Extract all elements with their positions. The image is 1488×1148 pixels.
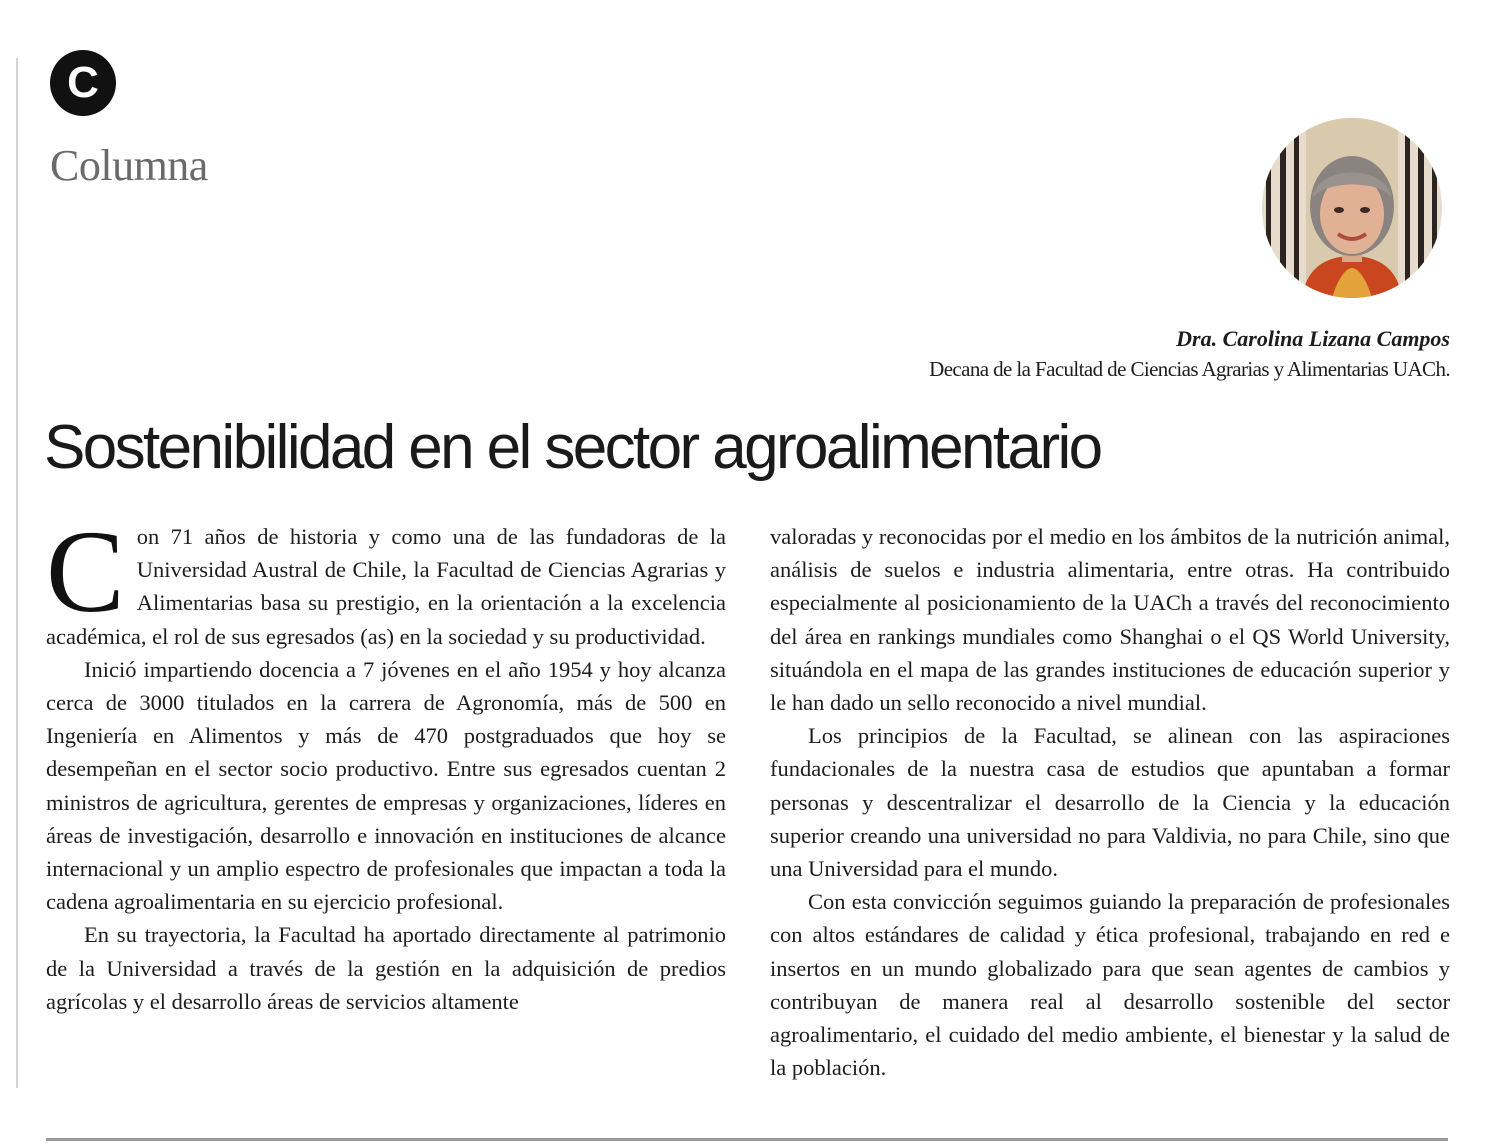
column-right xyxy=(770,520,1450,1120)
paragraph-3-continued: valoradas y reconocidas por el medio en los ámbitos de la nutrición animal, análisis de suelos e industria alimentaria, entre otras. Ha contribuido especialmente al posicionamiento de la UACh a través del reconocimiento del área en rankings mundiales como Shanghai o el QS World University, situándola en el mapa de las grandes instituciones de educación superior y le han dado un sello reconocido a nivel mundial. xyxy=(770,524,1450,716)
paragraph-4: Los principios de la Facultad, se alinean con las aspiraciones fundacionales de la nuestra casa de estudios que apuntaban a formar personas y descentralizar el desarrollo de la Ciencia y la educación superior creando una universidad no para Valdivia, no para Chile, sino que una Universidad para el mundo. xyxy=(770,723,1450,882)
left-margin-rule xyxy=(16,58,18,1088)
paragraph-1-text: on 71 años de historia y como una de las fundadoras de la Universidad Austral de Chile, la Facultad de Ciencias Agrarias y Alimentarias basa su prestigio, en la orientación a la excelencia académica, el rol de sus egresados (as) en la sociedad y su productividad. xyxy=(46,524,726,649)
article-body xyxy=(46,520,1450,1120)
author-role: Decana de la Facultad de Ciencias Agrarias y Alimentarias UACh. xyxy=(929,357,1450,381)
paragraph-3-start: En su trayectoria, la Facultad ha aportado directamente al patrimonio de la Universidad a través de la gestión en la adquisición de predios agrícolas y el desarrollo áreas de servicios altamente xyxy=(46,922,726,1014)
author-portrait xyxy=(1262,118,1442,298)
author-byline xyxy=(929,324,1450,384)
bottom-rule xyxy=(46,1138,1448,1141)
author-name: Dra. Carolina Lizana Campos xyxy=(1176,326,1450,351)
article-headline: Sostenibilidad en el sector agroalimentario xyxy=(44,413,1101,482)
column-left xyxy=(46,520,726,1120)
section-title: Columna xyxy=(50,141,208,190)
drop-cap: C xyxy=(46,520,125,637)
paragraph-2: Inició impartiendo docencia a 7 jóvenes en el año 1954 y hoy alcanza cerca de 3000 titulados en la carrera de Agronomía, más de 500 en Ingeniería en Alimentos y más de 470 postgraduados que hoy se desempeñan en el sector socio productivo. Entre sus egresados cuentan 2 ministros de agricultura, gerentes de empresas y organizaciones, líderes en áreas de investigación, desarrollo e innovación en instituciones de alcance internacional y un amplio espectro de profesionales que impactan a toda la cadena agroalimentaria en su ejercicio profesional. xyxy=(46,656,726,915)
paragraph-1 xyxy=(46,520,726,653)
author-photo-icon xyxy=(1262,118,1442,298)
paragraph-5: Con esta convicción seguimos guiando la preparación de profesionales con altos estándares de calidad y ética profesional, trabajando en red e insertos en un mundo globalizado para que sean agentes de cambios y contribuyan de manera real al desarrollo sostenible del sector agroalimentario, el cuidado del medio ambiente, el bienestar y la salud de la población. xyxy=(770,889,1450,1081)
section-badge-icon: C xyxy=(50,50,116,116)
